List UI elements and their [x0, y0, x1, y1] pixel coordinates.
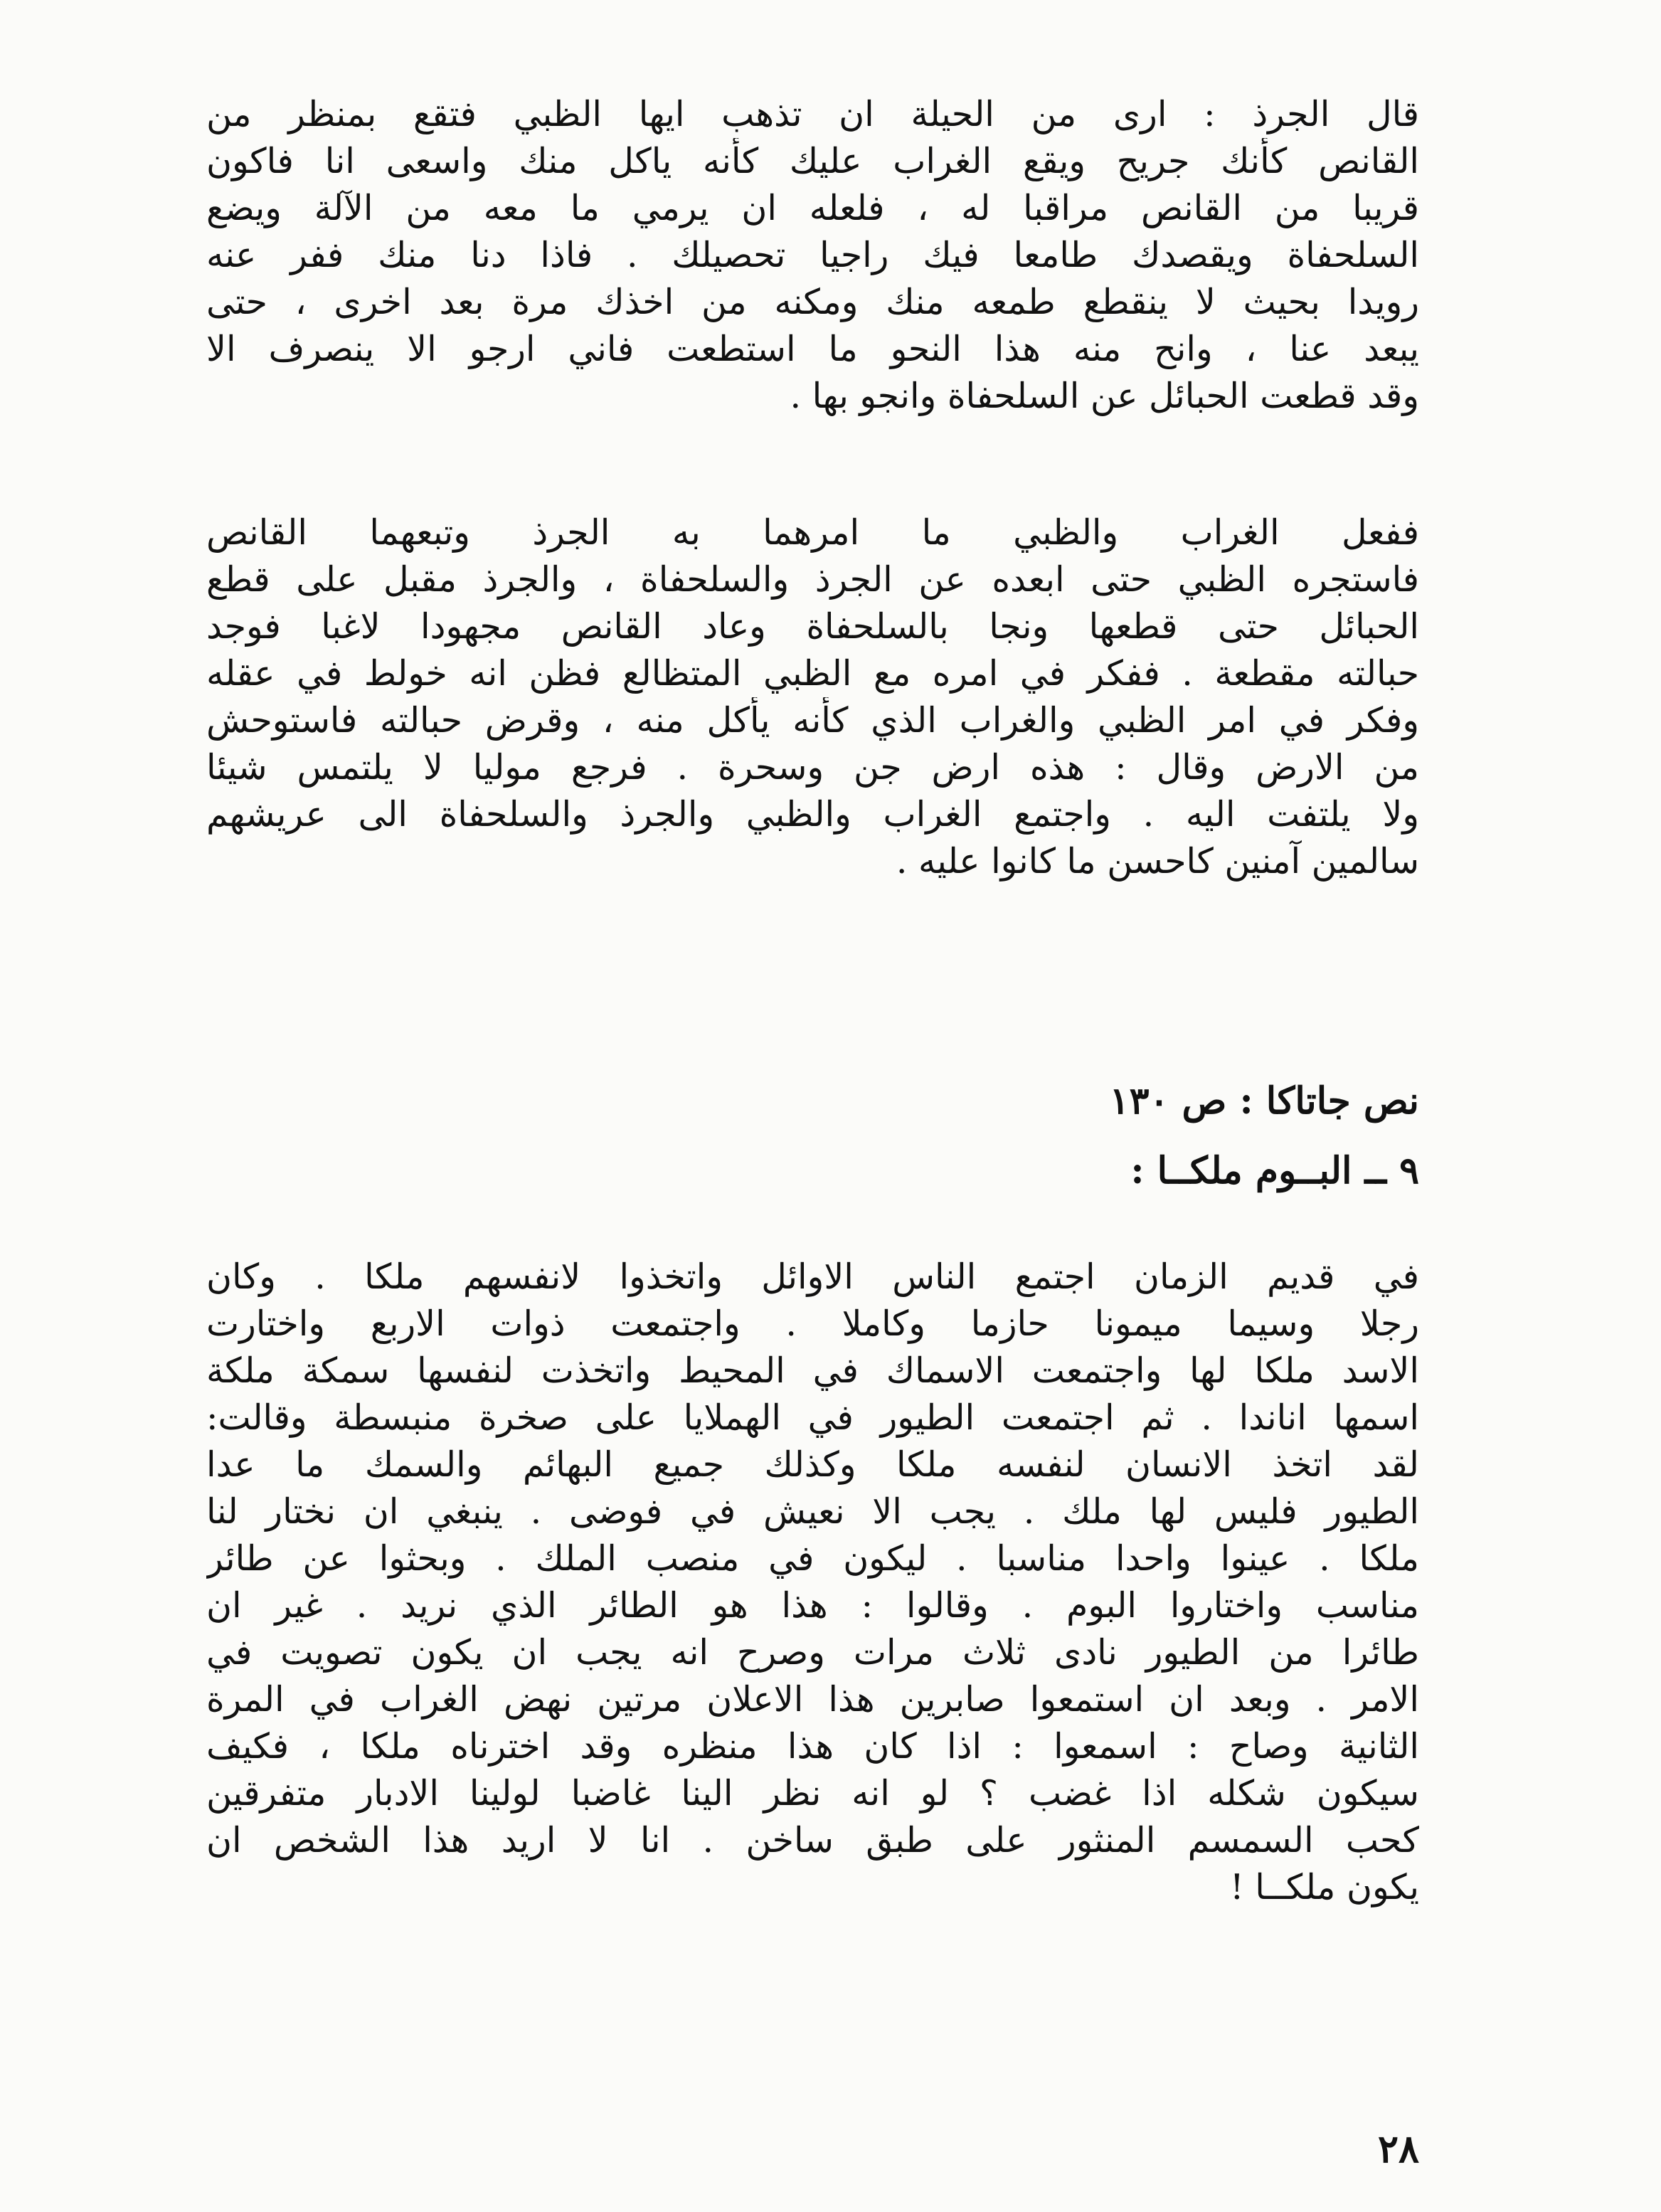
text-line: فاستجره الظبي حتى ابعده عن الجرذ والسلحفاة ، والجرذ مقبل على قطع — [206, 559, 1419, 600]
text-line: ولا يلتفت اليه . واجتمع الغراب والظبي والجرذ والسلحفاة الى عريشهم — [206, 794, 1419, 835]
text-line: يبعد عنا ، وانح منه هذا النحو ما استطعت فاني ارجو الا ينصرف الا — [206, 329, 1419, 369]
section-source-heading: نص جاتاكا : ص ١٣٠ — [1109, 1079, 1419, 1123]
text-line: ملكا . عينوا واحدا مناسبا . ليكون في منصب الملك . وبحثوا عن طائر — [206, 1538, 1419, 1579]
text-line: القانص كأنك جريح ويقع الغراب عليك كأنه ياكل منك واسعى انا فاكون — [206, 141, 1419, 181]
text-line: قال الجرذ : ارى من الحيلة ان تذهب ايها الظبي فتقع بمنظر من — [206, 94, 1419, 134]
text-line: يكون ملكــا ! — [1229, 1867, 1419, 1907]
text-line: مناسب واختاروا البوم . وقالوا : هذا هو الطائر الذي نريد . غير ان — [206, 1585, 1419, 1626]
paragraph-owl-king-story — [206, 1254, 1419, 1911]
text-line: رجلا وسيما ميمونا حازما وكاملا . واجتمعت ذوات الاربع واختارت — [206, 1303, 1419, 1344]
text-line: سيكون شكله اذا غضب ؟ لو انه نظر الينا غاضبا لولينا الادبار متفرقين — [206, 1773, 1419, 1814]
text-line: الطيور فليس لها ملك . يجب الا نعيش في فوضى . ينبغي ان نختار لنا — [206, 1491, 1419, 1532]
paragraph-hunter-returns — [206, 509, 1419, 885]
text-line: الاسد ملكا لها واجتمعت الاسماك في المحيط واتخذت لنفسها سمكة ملكة — [206, 1350, 1419, 1391]
text-line: وفكر في امر الظبي والغراب الذي كأنه يأكل منه ، وقرض حبالته فاستوحش — [206, 700, 1419, 741]
text-line: اسمها اناندا . ثم اجتمعت الطيور في الهملايا على صخرة منبسطة وقالت: — [206, 1397, 1419, 1438]
text-line: الثانية وصاح : اسمعوا : اذا كان هذا منظره وقد اخترناه ملكا ، فكيف — [206, 1726, 1419, 1767]
text-line: وقد قطعت الحبائل عن السلحفاة وانجو بها . — [790, 376, 1419, 416]
story-title-heading: ٩ ــ البــوم ملكــا : — [1130, 1149, 1419, 1192]
text-line: طائرا من الطيور نادى ثلاث مرات وصرح انه يجب ان يكون تصويت في — [206, 1632, 1419, 1673]
text-line: كحب السمسم المنثور على طبق ساخن . انا لا اريد هذا الشخص ان — [206, 1820, 1419, 1861]
page-number: ٢٨ — [1377, 2126, 1419, 2171]
text-line: حبالته مقطعة . ففكر في امره مع الظبي المتظالع فظن انه خولط في عقله — [206, 653, 1419, 694]
text-line: رويدا بحيث لا ينقطع طمعه منك ومكنه من اخذك مرة بعد اخرى ، حتى — [206, 282, 1419, 322]
text-line: قريبا من القانص مراقبا له ، فلعله ان يرمي ما معه من الآلة ويضع — [206, 188, 1419, 228]
text-line: من الارض وقال : هذه ارض جن وسحرة . فرجع موليا لا يلتمس شيئا — [206, 747, 1419, 788]
text-line: السلحفاة ويقصدك طامعا فيك راجيا تحصيلك . فاذا دنا منك ففر عنه — [206, 235, 1419, 275]
text-line: سالمين آمنين كاحسن ما كانوا عليه . — [896, 841, 1419, 882]
paragraph-crow-gazelle-plan — [206, 91, 1419, 420]
text-line: ففعل الغراب والظبي ما امرهما به الجرذ وتبعهما القانص — [206, 512, 1419, 553]
text-line: الامر . وبعد ان استمعوا صابرين هذا الاعلان مرتين نهض الغراب في المرة — [206, 1679, 1419, 1720]
text-line: في قديم الزمان اجتمع الناس الاوائل واتخذوا لانفسهم ملكا . وكان — [206, 1256, 1419, 1297]
text-line: لقد اتخذ الانسان لنفسه ملكا وكذلك جميع البهائم والسمك ما عدا — [206, 1444, 1419, 1485]
text-line: الحبائل حتى قطعها ونجا بالسلحفاة وعاد القانص مجهودا لاغبا فوجد — [206, 606, 1419, 647]
